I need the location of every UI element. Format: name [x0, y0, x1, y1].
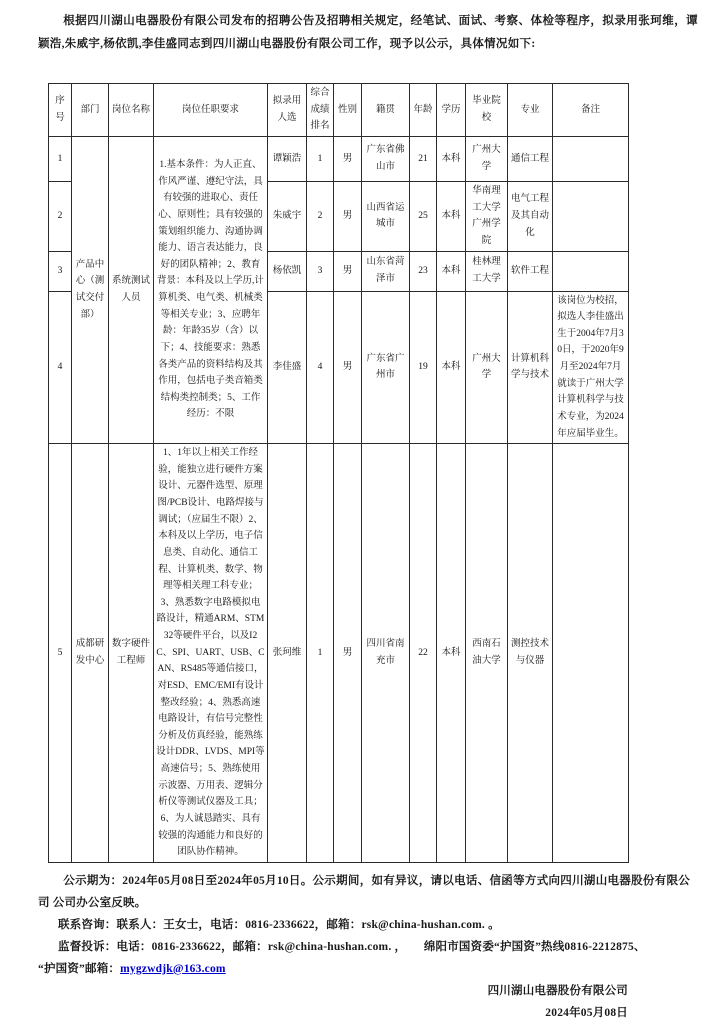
cell-major: 通信工程 — [508, 137, 553, 182]
column-header-remark: 备注 — [553, 84, 629, 137]
column-header-seq: 序号 — [49, 84, 72, 137]
cell-hometown: 山西省运城市 — [362, 182, 410, 252]
cell-education: 本科 — [437, 444, 466, 863]
cell-seq: 5 — [49, 444, 72, 863]
column-header-department: 部门 — [72, 84, 109, 137]
huguozi-mail-label: “护国资”邮箱： — [38, 962, 121, 975]
column-header-age: 年龄 — [410, 84, 437, 137]
cell-position: 系统测试人员 — [109, 137, 154, 444]
supervision-line: 监督投诉：电话：0816-2336622，邮箱：rsk@china-hushan.com. ， 绵阳市国资委“护国资”热线0816-2212875、 — [58, 940, 646, 953]
cell-gender: 男 — [334, 182, 362, 252]
cell-education: 本科 — [437, 182, 466, 252]
column-header-candidate: 拟录用人选 — [268, 84, 307, 137]
cell-gender: 男 — [334, 291, 362, 444]
cell-candidate-name: 朱威宇 — [268, 182, 307, 252]
huguozi-email-link[interactable]: mygzwdjk@163.com — [120, 962, 226, 975]
cell-school: 广州大学 — [466, 137, 508, 182]
cell-remark: 该岗位为校招，拟选人李佳盛出生于2004年7月30日，于2020年9月至2024年7月就读于广州大学计算机科学与技术专业，为2024年应届毕业生。 — [553, 291, 629, 444]
cell-hometown: 山东省菏泽市 — [362, 251, 410, 291]
cell-gender: 男 — [334, 137, 362, 182]
cell-hometown: 四川省南充市 — [362, 444, 410, 863]
cell-seq: 3 — [49, 251, 72, 291]
cell-education: 本科 — [437, 251, 466, 291]
cell-hometown: 广东省佛山市 — [362, 137, 410, 182]
cell-major: 测控技术与仪器 — [508, 444, 553, 863]
cell-candidate-name: 谭颖浩 — [268, 137, 307, 182]
cell-requirements: 1、1年以上相关工作经验，能独立进行硬件方案设计、元器件选型、原理图/PCB设计、电路焊接与调试；（应届生不限）2、本科及以上学历，电子信息类、自动化、通信工程、计算机类、数学、物理等相关理工科专业；3、熟悉数字电路模拟电路设计，精通ARM、STM32等硬件平台，以及I2C、SPI、UART、USB、CAN、RS485等通信接口，对ESD、EMC/EMI有设计整改经验；4、熟悉高速电路设计，有信号完整性分析及仿真经验，能熟练设计DDR、LVDS、MPI等高速信号；5、熟练使用示波器、万用表、逻辑分析仪等测试仪器及工具；6、为人诚恳踏实、具有较强的沟通能力和良好的团队协作精神。 — [154, 444, 268, 863]
cell-school: 桂林理工大学 — [466, 251, 508, 291]
cell-hometown: 广东省广州市 — [362, 291, 410, 444]
cell-candidate-name: 李佳盛 — [268, 291, 307, 444]
cell-position: 数字硬件工程师 — [109, 444, 154, 863]
recruitment-table — [48, 83, 629, 863]
cell-gender: 男 — [334, 251, 362, 291]
cell-major: 软件工程 — [508, 251, 553, 291]
cell-rank: 3 — [307, 251, 334, 291]
footer-section — [38, 870, 698, 1024]
cell-seq: 2 — [49, 182, 72, 252]
signature-date: 2024年05月08日 — [545, 1006, 628, 1019]
table-header-row — [49, 84, 629, 137]
cell-school: 华南理工大学广州学院 — [466, 182, 508, 252]
contact-line: 联系咨询：联系人：王女士，电话：0816-2336622，邮箱：rsk@china-hushan.com. 。 — [58, 918, 500, 931]
cell-age: 21 — [410, 137, 437, 182]
cell-major: 电气工程及其自动化 — [508, 182, 553, 252]
cell-school: 西南石油大学 — [466, 444, 508, 863]
column-header-gender: 性别 — [334, 84, 362, 137]
cell-age: 22 — [410, 444, 437, 863]
cell-remark — [553, 137, 629, 182]
column-header-requirements: 岗位任职要求 — [154, 84, 268, 137]
column-header-rank: 综合成绩排名 — [307, 84, 334, 137]
cell-gender: 男 — [334, 444, 362, 863]
company-signature: 四川湖山电器股份有限公司 — [487, 984, 628, 997]
huguozi-mail-line — [38, 958, 698, 980]
cell-major: 计算机科学与技术 — [508, 291, 553, 444]
column-header-school: 毕业院校 — [466, 84, 508, 137]
cell-seq: 4 — [49, 291, 72, 444]
cell-candidate-name: 杨依凯 — [268, 251, 307, 291]
cell-department: 成都研发中心 — [72, 444, 109, 863]
signature-block — [38, 980, 628, 1024]
cell-age: 19 — [410, 291, 437, 444]
cell-candidate-name: 张珂维 — [268, 444, 307, 863]
publicity-period-paragraph: 公示期为：2024年05月08日至2024年05月10日。公示期间，如有异议，请以电话、信函等方式向四川湖山电器股份有限公司 公司办公室反映。 — [38, 874, 690, 909]
cell-rank: 2 — [307, 182, 334, 252]
cell-rank: 4 — [307, 291, 334, 444]
cell-remark — [553, 251, 629, 291]
cell-seq: 1 — [49, 137, 72, 182]
column-header-major: 专业 — [508, 84, 553, 137]
cell-school: 广州大学 — [466, 291, 508, 444]
cell-requirements: 1.基本条件：为人正直、作风严谨、遵纪守法，具有较强的进取心、责任心、原则性；具有较强的策划组织能力、沟通协调能力、语言表达能力，良好的团队精神；2、教育背景：本科及以上学历,计算机类、电气类、机械类等相关专业；3、应聘年龄：年龄35岁（含）以下；4、技能要求：熟悉各类产品的资料结构及其作用，包括电子类音箱类结构类控制类；5、工作经历：不限 — [154, 137, 268, 444]
cell-department: 产品中心（测试交付部） — [72, 137, 109, 444]
cell-age: 23 — [410, 251, 437, 291]
cell-remark — [553, 444, 629, 863]
cell-remark — [553, 182, 629, 252]
cell-education: 本科 — [437, 137, 466, 182]
table-row — [49, 137, 629, 182]
column-header-position: 岗位名称 — [109, 84, 154, 137]
column-header-hometown: 籍贯 — [362, 84, 410, 137]
cell-rank: 1 — [307, 444, 334, 863]
cell-age: 25 — [410, 182, 437, 252]
intro-paragraph: 根据四川湖山电器股份有限公司发布的招聘公告及招聘相关规定，经笔试、面试、考察、体检等程序，拟录用张珂维，谭颖浩,朱威宇,杨依凯,李佳盛同志到四川湖山电器股份有限公司工作，现予以公示，具体情况如下: — [38, 15, 698, 50]
column-header-education: 学历 — [437, 84, 466, 137]
cell-education: 本科 — [437, 291, 466, 444]
cell-rank: 1 — [307, 137, 334, 182]
table-row — [49, 444, 629, 863]
